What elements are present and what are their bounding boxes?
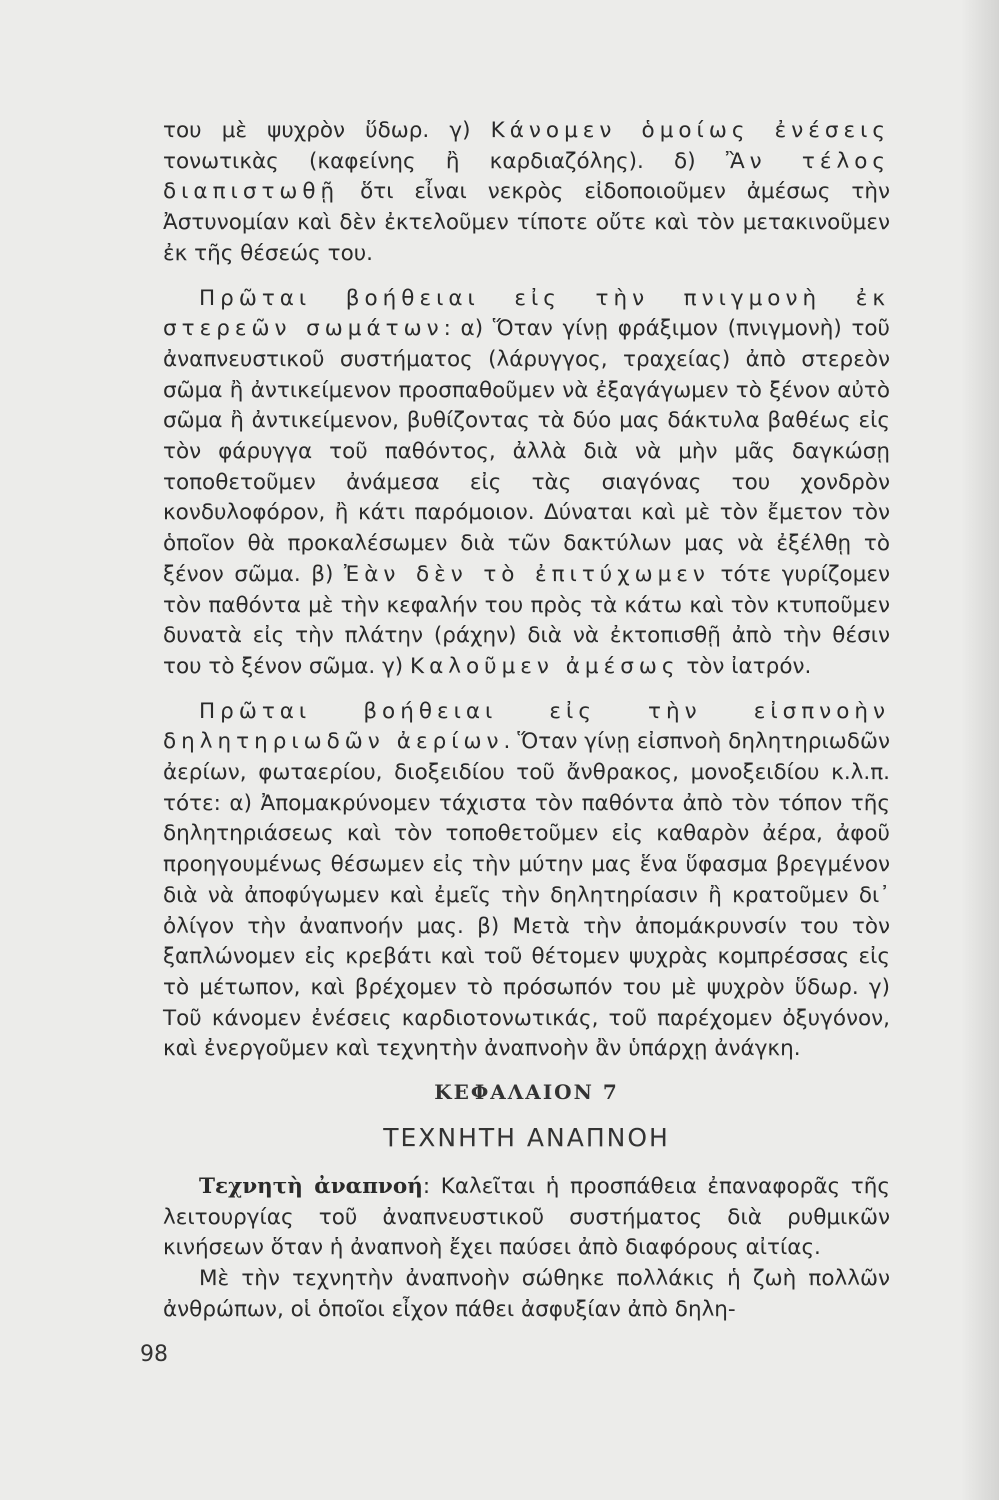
spaced-text: Καλοῦμεν ἀμέσως bbox=[410, 653, 680, 679]
definition-term: Τεχνητὴ ἀναπνοή bbox=[199, 1174, 423, 1199]
spaced-text: Κάνομεν ὁμοίως ἐνέσεις bbox=[490, 118, 890, 143]
chapter-text bbox=[163, 1172, 890, 1326]
paragraph-2 bbox=[163, 284, 890, 683]
spaced-heading: Πρῶται βοήθειαι εἰς τὴν εἰσπνοὴν δηλητηριωδῶν ἀερίων bbox=[163, 698, 890, 755]
spaced-text: Ἐὰν δὲν τὸ ἐπιτύχωμεν bbox=[343, 561, 710, 587]
definition-paragraph bbox=[163, 1172, 890, 1264]
page-number: 98 bbox=[140, 1342, 168, 1367]
text-run: : α) Ὅταν γίνῃ φράξιμον (πνιγμονὴ) τοῦ ἀναπνευστικοῦ συστήματος (λάρυγγος, τραχείας) ἀπὸ στερεὸν σῶμα ἢ ἀντικείμενον προσπαθοῦμεν νὰ ἐξαγάγωμεν τὸ ξένον αὐτὸ σῶμα ἢ ἀντικείμενον, βυθίζοντας τὰ δύο μας δάκτυλα βαθέως εἰς τὸν φάρυγγα τοῦ παθόντος, ἀλλὰ διὰ νὰ μὴν μᾶς δαγκώσῃ τοποθετοῦμεν ἀνάμεσα εἰς τὰς σιαγόνας του χονδρὸν κονδυλοφόρον, ἢ κάτι παρόμοιον. Δύναται καὶ μὲ τὸν ἔμετον τὸν ὁποῖον θὰ προκαλέσωμεν διὰ τῶν δακτύλων μας νὰ ἐξέλθῃ τὸ ξένον σῶμα. β) bbox=[163, 316, 891, 587]
main-text bbox=[163, 116, 890, 1065]
paragraph-1 bbox=[163, 116, 890, 270]
spaced-text: Ἂν τέλος διαπιστωθῇ bbox=[163, 148, 890, 205]
text-run: τότε γυρίζομεν τὸν παθόντα μὲ τὴν κεφαλήν του πρὸς τὰ κάτω καὶ τὸν κτυποῦμεν δυνατὰ εἰς τὴν πλάτην (ράχην) διὰ νὰ ἐκτοπισθῇ ἀπὸ τὴν θέσιν του τὸ ξένον σῶμα. γ) bbox=[163, 561, 891, 679]
text-run: του μὲ ψυχρὸν ὕδωρ. γ) bbox=[163, 118, 491, 143]
text-run: . Ὅταν γίνῃ εἰσπνοὴ δηλητηριωδῶν ἀερίων, φωταερίου, διοξειδίου τοῦ ἄνθρακος, μονοξειδίου κ.λ.π. τότε: α) Ἀπομακρύνομεν τάχιστα τὸν παθόντα ἀπὸ τὸν τόπον τῆς δηλητηριάσεως καὶ τὸν τοποθετοῦμεν εἰς καθαρὸν ἀέρα, ἀφοῦ προηγουμένως θέσωμεν εἰς τὴν μύτην μας ἕνα ὕφασμα βρεγμένον διὰ νὰ ἀποφύγωμεν καὶ ἐμεῖς τὴν δηλητηρίασιν ἢ κρατοῦμεν δι᾽ ὀλίγον τὴν ἀναπνοήν μας. β) Μετὰ τὴν ἀπομάκρυνσίν του τὸν ξαπλώνομεν εἰς κρεβάτι καὶ τοῦ θέτομεν ψυχρὰς κομπρέσσας εἰς τὸ μέτωπον, καὶ βρέχομεν τὸ πρόσωπόν του μὲ ψυχρὸν ὕδωρ. γ) Τοῦ κάνομεν ἐνέσεις καρδιοτονωτικάς, τοῦ παρέχομεν ὀξυγόνον, καὶ ἐνεργοῦμεν καὶ τεχνητὴν ἀναπνοὴν ἂν ὑπάρχῃ ἀνάγκη. bbox=[163, 729, 890, 1062]
paragraph-last: Μὲ τὴν τεχνητὴν ἀναπνοὴν σώθηκε πολλάκις ἡ ζωὴ πολλῶν ἀνθρώπων, οἱ ὁποῖοι εἶχον πάθει ἀσφυξίαν ἀπὸ δηλη- bbox=[163, 1266, 890, 1322]
text-run: τονωτικὰς (καφείνης ἢ καρδιαζόλης). δ) bbox=[163, 148, 726, 174]
chapter-title: ΤΕΧΝΗΤΗ ΑΝΑΠΝΟΗ bbox=[383, 1123, 670, 1152]
chapter-label: ΚΕΦΑΛΑΙΟΝ 7 bbox=[434, 1080, 619, 1104]
definition-text: : Καλεῖται ἡ προσπάθεια ἐπαναφορᾶς τῆς λειτουργίας τοῦ ἀναπνευστικοῦ συστήματος διὰ ρυθμικῶν κινήσεων ὅταν ἡ ἀναπνοὴ ἔχει παύσει ἀπὸ διαφόρους αἰτίας. bbox=[163, 1174, 890, 1261]
text-run: τὸν ἰατρόν. bbox=[679, 653, 812, 679]
paragraph-3 bbox=[163, 697, 890, 1065]
spaced-heading: Πρῶται βοήθειαι εἰς τὴν πνιγμονὴ ἐκ στερεῶν σωμάτων bbox=[163, 285, 890, 342]
text-run: ὅτι εἶναι νεκρὸς εἰδοποιοῦμεν ἀμέσως τὴν Ἀστυνομίαν καὶ δὲν ἐκτελοῦμεν τίποτε οὔτε καὶ τὸν μετακινοῦμεν ἐκ τῆς θέσεώς του. bbox=[163, 179, 890, 266]
page-edge-shadow bbox=[961, 0, 999, 1500]
